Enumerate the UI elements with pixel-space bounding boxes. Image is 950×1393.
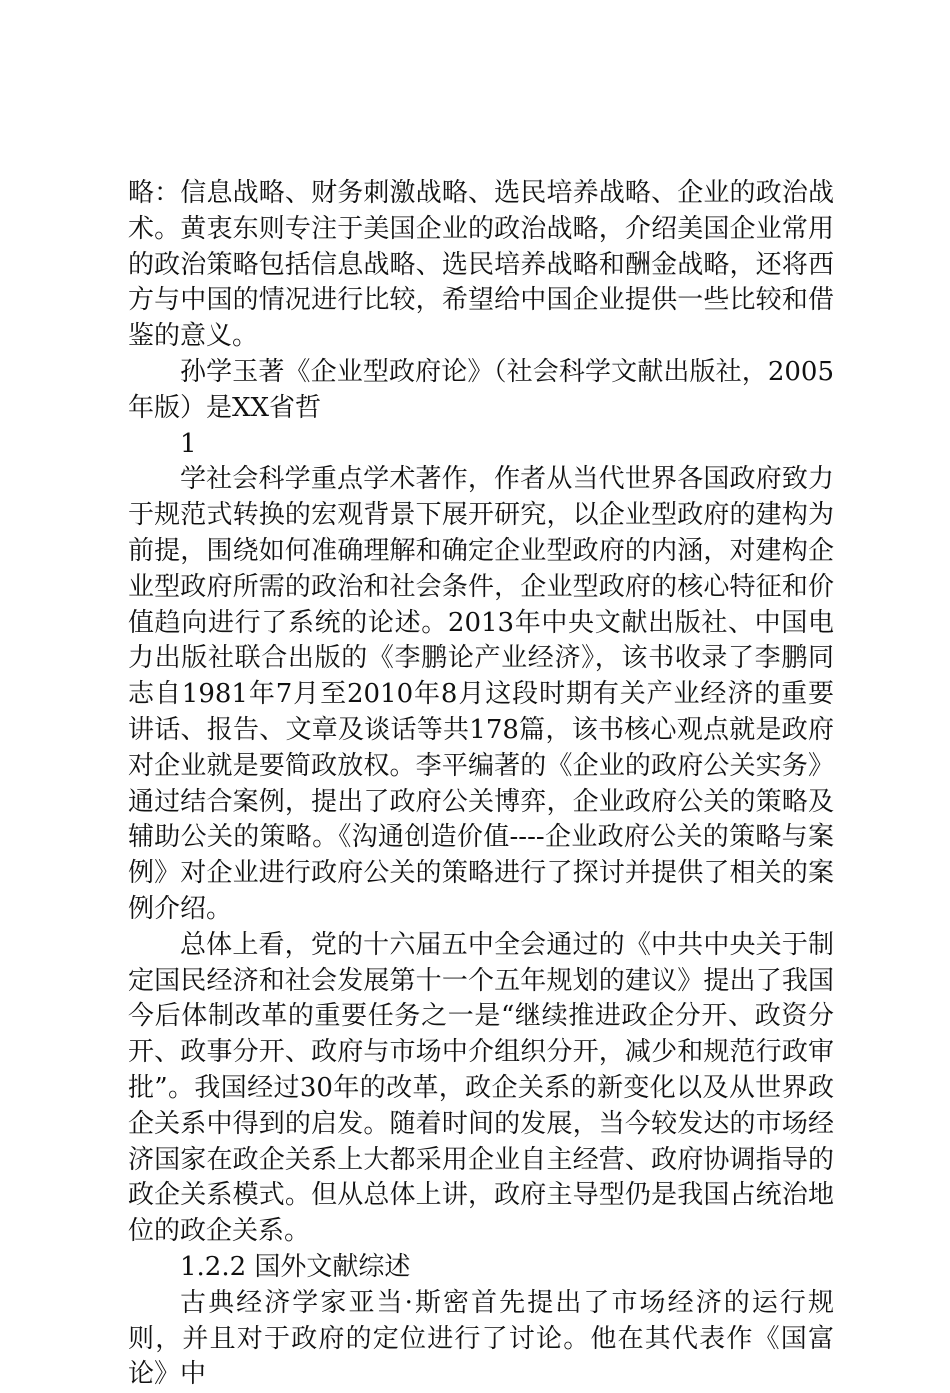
paragraph-academic-works: 学社会科学重点学术著作，作者从当代世界各国政府致力于规范式转换的宏观背景下展开研究，以企业型政府的建构为前提，围绕如何准确理解和确定企业型政府的内涵，对建构企业型政府所需的政治和社会条件，企业型政府的核心特征和价值趋向进行了系统的论述。2013年中央文献出版社、中国电力出版社联合出版的《李鹏论产业经济》，该书收录了李鹏同志自1981年7月至2010年8月这段时期有关产业经济的重要讲话、报告、文章及谈话等共178篇，该书核心观点就是政府对企业就是要简政放权。李平编著的《企业的政府公关实务》通过结合案例，提出了政府公关博弈，企业政府公关的策略及辅助公关的策略。《沟通创造价值----企业政府公关的策略与案例》对企业进行政府公关的策略进行了探讨并提供了相关的案例介绍。	[128, 464, 834, 924]
paragraph-adam-smith: 古典经济学家亚当·斯密首先提出了市场经济的运行规则，并且对于政府的定位进行了讨论。他在其代表作《国富论》中	[128, 1287, 834, 1390]
page-number-marker: 1	[180, 428, 197, 459]
paragraph-overall-view: 总体上看，党的十六届五中全会通过的《中共中央关于制定国民经济和社会发展第十一个五年规划的建议》提出了我国今后体制改革的重要任务之一是“继续推进政企分开、政资分开、政事分开、政府与市场中介组织分开，减少和规范行政审批”。我国经过30年的改革，政企关系的新变化以及从世界政企关系中得到的启发。随着时间的发展，当今较发达的市场经济国家在政企关系上大都采用企业自主经营、政府协调指导的政企关系模式。但从总体上讲，政府主导型仍是我国占统治地位的政企关系。	[128, 929, 834, 1247]
paragraph-continuation: 略：信息战略、财务刺激战略、选民培养战略、企业的政治战术。黄衷东则专注于美国企业的政治战略，介绍美国企业常用的政治策略包括信息战略、选民培养战略和酬金战略，还将西方与中国的情况进行比较，希望给中国企业提供一些比较和借鉴的意义。	[128, 178, 834, 352]
paragraph-sun-xueyu: 孙学玉著《企业型政府论》（社会科学文献出版社，2005年版）是XX省哲	[128, 356, 834, 423]
section-heading: 1.2.2 国外文献综述	[180, 1251, 411, 1282]
document-body	[128, 176, 834, 1393]
